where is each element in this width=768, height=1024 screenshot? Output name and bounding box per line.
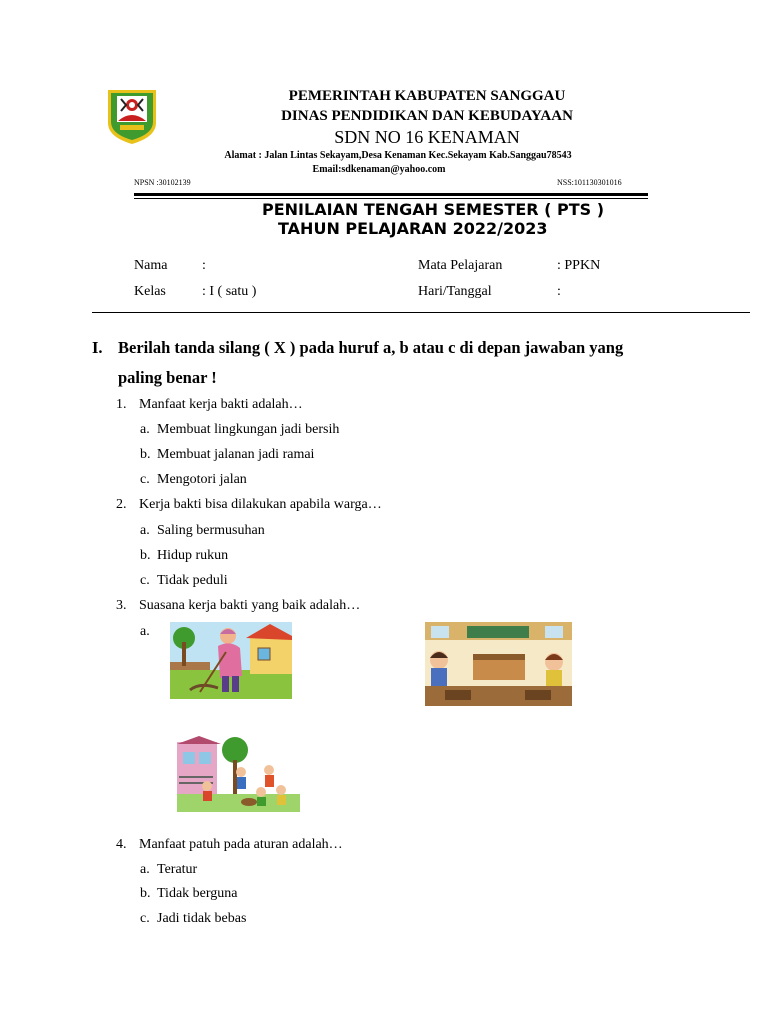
option-letter[interactable]: a.: [140, 422, 150, 437]
option-text: Membuat lingkungan jadi bersih: [157, 422, 340, 437]
mapel-value: : PPKN: [557, 258, 601, 273]
nama-value: :: [202, 258, 206, 273]
sweeping-illustration: [170, 622, 292, 699]
question-text: Kerja bakti bisa dilakukan apabila warga…: [139, 497, 382, 512]
option-text: Jadi tidak bebas: [157, 911, 247, 926]
school-address: Alamat : Jalan Lintas Sekayam,Desa Kenaman Kec.Sekayam Kab.Sanggau78543: [224, 150, 572, 161]
question-number: 3.: [116, 598, 127, 613]
section-instruction-line2: paling benar !: [118, 368, 217, 387]
header-divider-thin: [134, 198, 648, 199]
option-letter[interactable]: a.: [140, 862, 150, 877]
classroom-illustration: [425, 622, 572, 706]
question-text: Manfaat kerja bakti adalah…: [139, 397, 303, 412]
option-text: Membuat jalanan jadi ramai: [157, 447, 315, 462]
academic-year: TAHUN PELAJARAN 2022/2023: [278, 219, 548, 238]
option-letter[interactable]: c.: [140, 911, 150, 926]
option-text: Saling bermusuhan: [157, 523, 265, 538]
section-instruction-line1: Berilah tanda silang ( X ) pada huruf a, b atau c di depan jawaban yang: [118, 338, 624, 357]
nama-label: Nama: [134, 258, 168, 273]
option-text: Mengotori jalan: [157, 472, 247, 487]
option-letter[interactable]: c.: [140, 573, 150, 588]
kelas-value: : I ( satu ): [202, 284, 257, 299]
option-text: Hidup rukun: [157, 548, 229, 563]
option-letter[interactable]: a.: [140, 523, 150, 538]
npsn: NPSN :30102139: [134, 178, 191, 187]
option-letter[interactable]: c.: [140, 472, 150, 487]
option-letter[interactable]: b.: [140, 447, 151, 462]
section-number: I.: [92, 338, 103, 357]
header-line2: DINAS PENDIDIKAN DAN KEBUDAYAAN: [281, 108, 573, 124]
header-divider-thick: [134, 193, 648, 196]
school-email: Email:sdkenaman@yahoo.com: [312, 164, 446, 175]
identity-divider: [92, 312, 750, 313]
nss: NSS:101130301016: [557, 178, 622, 187]
kelas-label: Kelas: [134, 284, 166, 299]
option-letter[interactable]: b.: [140, 886, 151, 901]
community-work-illustration: [177, 736, 300, 812]
option-letter[interactable]: a.: [140, 624, 150, 639]
mapel-label: Mata Pelajaran: [418, 258, 503, 273]
header-line1: PEMERINTAH KABUPATEN SANGGAU: [288, 88, 566, 104]
option-letter[interactable]: b.: [140, 548, 151, 563]
question-text: Suasana kerja bakti yang baik adalah…: [139, 598, 361, 613]
school-name: SDN NO 16 KENAMAN: [334, 127, 520, 147]
question-number: 2.: [116, 497, 127, 512]
question-text: Manfaat patuh pada aturan adalah…: [139, 837, 343, 852]
option-text: Tidak peduli: [157, 573, 228, 588]
hari-label: Hari/Tanggal: [418, 284, 492, 299]
question-number: 4.: [116, 837, 127, 852]
option-text: Tidak berguna: [157, 886, 238, 901]
question-number: 1.: [116, 397, 127, 412]
hari-value: :: [557, 284, 561, 299]
exam-title: PENILAIAN TENGAH SEMESTER ( PTS ): [262, 200, 605, 219]
option-text: Teratur: [157, 862, 198, 877]
